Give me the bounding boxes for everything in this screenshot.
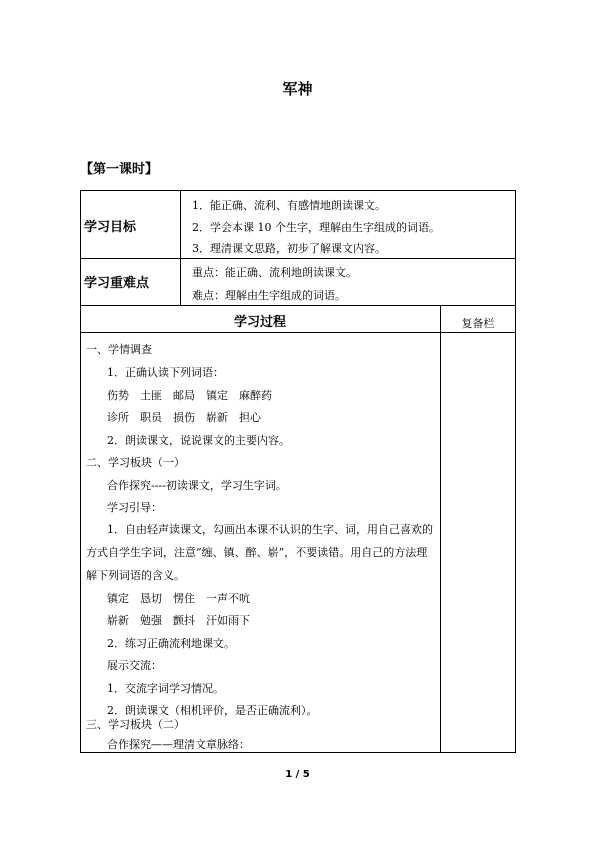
process-line: 合作探究----初读课文，学习生字词。: [107, 479, 287, 492]
goal-item: 3．理清课文思路，初步了解课文内容。: [192, 242, 386, 255]
table-label-divider: [180, 190, 181, 305]
process-line: 2．练习正确流利地课文。: [107, 637, 235, 650]
page-number: 1 / 5: [285, 769, 310, 780]
process-line: 1．交流字词学习情况。: [107, 682, 224, 695]
process-line: 1．正确认读下列词语：: [107, 366, 224, 379]
goals-label: 学习目标: [84, 220, 137, 235]
process-line: 二、学习板块（一）: [86, 456, 185, 469]
goal-item: 2．学会本课 10 个生字，理解由生字组成的词语。: [192, 221, 440, 234]
goal-item: 1．能正确、流利、有感情地朗读课文。: [192, 199, 386, 212]
document-title: 军神: [282, 80, 313, 98]
process-line: 一、学情调查: [86, 343, 152, 356]
key-points-label: 学习重难点: [84, 276, 150, 291]
table-divider-goals: [80, 258, 516, 259]
process-line: 2．朗读课文（相机评价，是否正确流利）。: [107, 704, 318, 717]
notes-column-header: 复备栏: [461, 317, 495, 330]
key-point-item: 重点：能正确、流利地朗读课文。: [192, 266, 357, 279]
table-border-left: [80, 190, 81, 753]
process-line: 合作探究——理清文章脉络：: [107, 738, 250, 751]
table-divider-key: [80, 305, 516, 306]
process-line: 2．朗读课文，说说课文的主要内容。: [107, 434, 290, 447]
table-border-bottom: [80, 752, 516, 753]
process-paragraph: 1．自由轻声读课文，勾画出本课不认识的生字、词，用自己喜欢的方式自学生字词，注意“缠、镇、醉、崭”，不要读错。用自己的方法理解下列词语的含义。: [86, 523, 433, 582]
process-line: 伤势 土匪 邮局 镇定 麻醉药: [107, 389, 272, 402]
table-notes-divider: [440, 305, 441, 752]
process-header: 学习过程: [233, 315, 286, 330]
process-line: 诊所 职员 损伤 崭新 担心: [107, 411, 261, 424]
key-point-item: 难点：理解由生字组成的词语。: [192, 289, 346, 302]
process-line: 三、学习板块（二）: [86, 718, 185, 731]
process-line: 展示交流：: [107, 659, 162, 672]
table-divider-process: [80, 332, 516, 333]
table-border-top: [80, 190, 516, 191]
table-border-right: [515, 190, 516, 753]
process-line: 学习引导：: [107, 501, 162, 514]
section-heading: 【第一课时】: [80, 162, 159, 177]
process-line: 崭新 勉强 颤抖 汗如雨下: [107, 614, 250, 627]
process-line: 镇定 恳切 愣住 一声不吭: [107, 592, 250, 605]
